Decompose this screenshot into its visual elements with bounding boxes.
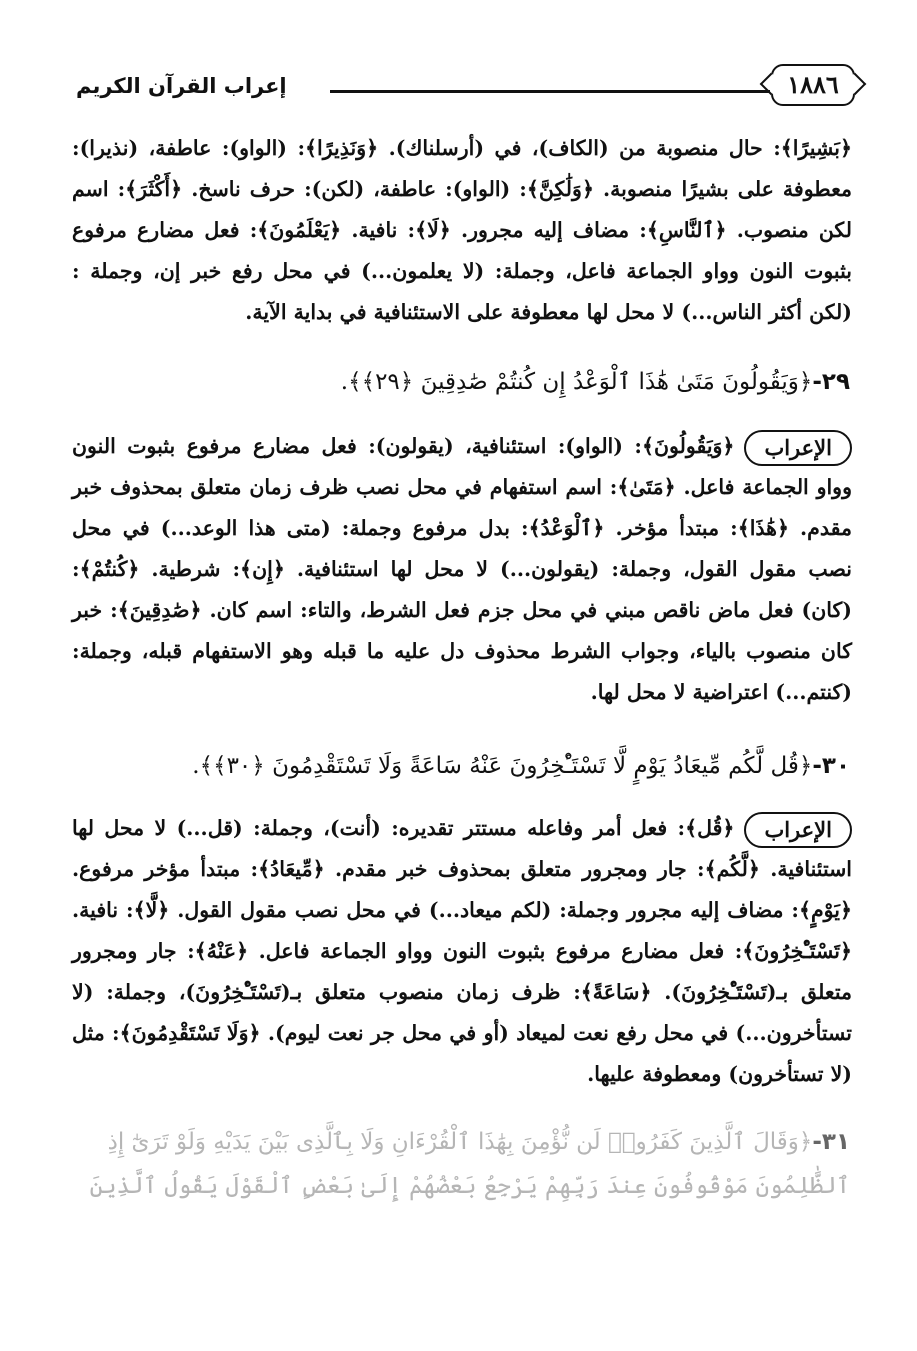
header-rule [330,90,770,93]
verse-text: ﴿وَقَالَ ٱلَّذِينَ كَفَرُوا۟ لَن نُّؤْمِنَ بِهَٰذَا ٱلْقُرْءَانِ وَلَا بِٱلَّذِى بَيْنَ يَدَيْهِ وَلَوْ تَرَىٰٓ إِذِ [107,1129,813,1155]
irab-text: ﴿قُل﴾: فعل أمر وفاعله مستتر تقديره: (أنت)، وجملة: (قل...) لا محل لها استئنافية. ﴿لَّكُم﴾: جار ومجرور متعلق بمحذوف خبر مقدم. ﴿مِّيعَادُ﴾: مبتدأ مؤخر مرفوع. ﴿يَوْمٍ﴾: مضاف إليه مجرور وجملة: (لكم ميعاد...) في محل نصب مقول القول. ﴿لَّا﴾: نافية. ﴿تَسْتَـْٔخِرُونَ﴾: فعل مضارع مرفوع بثبوت النون وواو الجماعة فاعل. ﴿عَنْهُ﴾: جار ومجرور متعلق بـ(تَسْتَـْٔخِرُونَ). ﴿سَاعَةً﴾: ظرف زمان منصوب متعلق بـ(تَسْتَـْٔخِرُونَ)، وجملة: (لا تستأخرون...) في محل رفع نعت لميعاد (أو في محل جر نعت ليوم). ﴿وَلَا تَسْتَقْدِمُونَ﴾: مثل (لا تستأخرون) ومعطوفة عليها. [72,816,852,1086]
verse-29 [70,362,850,402]
verse-30 [70,746,850,786]
irab-label: الإعراب [744,430,852,466]
verse-number: ٢٩- [812,369,850,395]
verse-number: ٣٠- [812,753,850,779]
verse-number: ٣١- [812,1129,850,1155]
verse-31 [70,1122,850,1162]
book-title: إعراب القرآن الكريم [76,74,287,98]
page-number: ١٨٨٦ [771,64,855,106]
irab-label: الإعراب [744,812,852,848]
verse-text: ﴿قُل لَّكُم مِّيعَادُ يَوْمٍ لَّا تَسْتَـْٔخِرُونَ عَنْهُ سَاعَةً وَلَا تَسْتَقْدِمُونَ ﴿٣٠﴾﴾. [192,753,813,779]
verse-31-line-2: ٱلظَّٰلِمُونَ مَوْقُوفُونَ عِندَ رَبِّهِمْ يَرْجِعُ بَعْضُهُمْ إِلَىٰ بَعْضٍ ٱلْقَوْلَ يَقُولُ ٱلَّذِينَ [89,1173,850,1199]
verse-text: ﴿وَيَقُولُونَ مَتَىٰ هَٰذَا ٱلْوَعْدُ إِن كُنتُمْ صَٰدِقِينَ ﴿٢٩﴾﴾. [340,369,813,395]
paragraph-irab-30 [72,808,852,1095]
paragraph-irab-28: ﴿بَشِيرًا﴾: حال منصوبة من (الكاف)، في (أرسلناك). ﴿وَنَذِيرًا﴾: (الواو): عاطفة، (نذيرا): معطوفة على بشيرًا منصوبة. ﴿وَلَٰكِنَّ﴾: (الواو): عاطفة، (لكن): حرف ناسخ. ﴿أَكْثَرَ﴾: اسم لكن منصوب. ﴿ٱلنَّاسِ﴾: مضاف إليه مجرور. ﴿لَا﴾: نافية. ﴿يَعْلَمُونَ﴾: فعل مضارع مرفوع بثبوت النون وواو الجماعة فاعل، وجملة: (لا يعلمون...) في محل رفع خبر إن، وجملة : (لكن أكثر الناس...) لا محل لها معطوفة على الاستئنافية في بداية الآية. [72,136,852,324]
paragraph-irab-29 [72,426,852,713]
irab-text: ﴿وَيَقُولُونَ﴾: (الواو): استئنافية، (يقولون): فعل مضارع مرفوع بثبوت النون وواو الجماعة فاعل. ﴿مَتَىٰ﴾: اسم استفهام في محل نصب ظرف زمان متعلق بمحذوف خبر مقدم. ﴿هَٰذَا﴾: مبتدأ مؤخر. ﴿ٱلْوَعْدُ﴾: بدل مرفوع وجملة: (متى هذا الوعد...) في محل نصب مقول القول، وجملة: (يقولون...) لا محل لها استئنافية. ﴿إِن﴾: شرطية. ﴿كُنتُمْ﴾: (كان) فعل ماض ناقص مبني في محل جزم فعل الشرط، والتاء: اسم كان. ﴿صَٰدِقِينَ﴾: خبر كان منصوب بالياء، وجواب الشرط محذوف دل عليه ما قبله وهو الاستفهام قبله، وجملة: (كنتم...) اعتراضية لا محل لها. [72,434,852,704]
